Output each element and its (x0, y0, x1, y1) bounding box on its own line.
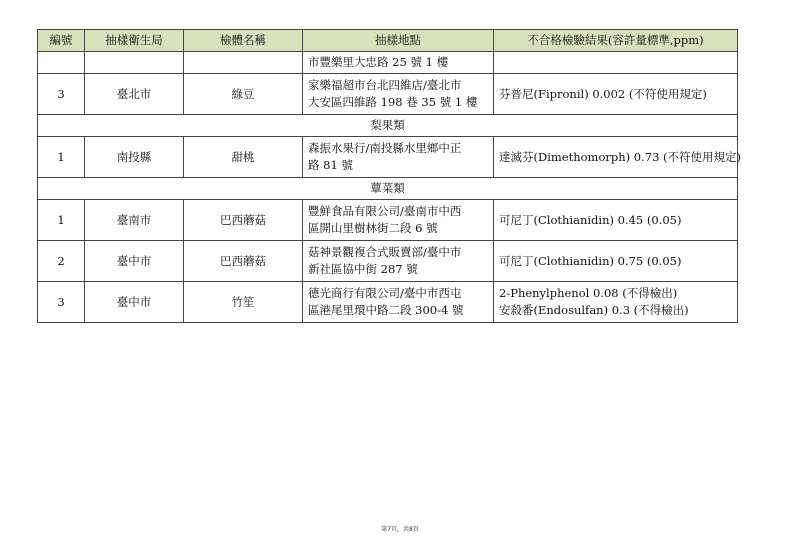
table-row (38, 200, 738, 241)
result-line: 安殺番(Endosulfan) 0.3 (不得檢出) (499, 303, 689, 317)
results-sheet (37, 29, 742, 323)
cell-sample: 綠豆 (184, 74, 303, 115)
cell-no: 3 (38, 74, 85, 115)
table-row (38, 241, 738, 282)
category-label: 梨果類 (38, 115, 738, 137)
result-line: 2-Phenylphenol 0.08 (不得檢出) (499, 286, 678, 300)
cell-location (303, 241, 494, 282)
cell-no: 2 (38, 241, 85, 282)
category-label: 蕈菜類 (38, 178, 738, 200)
table-row (38, 137, 738, 178)
cell-location (303, 52, 494, 74)
cell-sample: 巴西蘑菇 (184, 241, 303, 282)
result-line: 芬普尼(Fipronil) 0.002 (不符使用規定) (499, 86, 707, 101)
cell-sample: 甜桃 (184, 137, 303, 178)
table-row (38, 52, 738, 74)
table-row (38, 74, 738, 115)
location-line: 市豐樂里大忠路 25 號 1 樓 (308, 55, 449, 69)
cell-result (494, 241, 738, 282)
cell-sample (184, 52, 303, 74)
location-line: 家樂福超市台北四維店/臺北市 (308, 78, 462, 92)
location-line: 大安區四維路 198 巷 35 號 1 樓 (308, 95, 478, 109)
category-row (38, 115, 738, 137)
cell-result (494, 282, 738, 323)
location-line: 路 81 號 (308, 158, 353, 172)
header-row (38, 30, 738, 52)
cell-location (303, 74, 494, 115)
header-sample: 檢體名稱 (184, 30, 303, 52)
cell-no: 1 (38, 200, 85, 241)
cell-no: 3 (38, 282, 85, 323)
location-line: 德光商行有限公司/臺中市西屯 (308, 286, 462, 300)
page-number: 第7頁，共8頁 (381, 526, 419, 533)
cell-no: 1 (38, 137, 85, 178)
cell-result (494, 74, 738, 115)
location-line: 區港尾里環中路二段 300-4 號 (308, 303, 464, 317)
cell-sample: 巴西蘑菇 (184, 200, 303, 241)
header-agency: 抽樣衛生局 (85, 30, 184, 52)
table-row (38, 282, 738, 323)
cell-agency: 南投縣 (85, 137, 184, 178)
cell-no (38, 52, 85, 74)
result-line: 可尼丁(Clothianidin) 0.75 (0.05) (499, 253, 682, 268)
location-line: 森振水果行/南投縣水里鄉中正 (308, 141, 462, 155)
cell-agency: 臺北市 (85, 74, 184, 115)
location-line: 區開山里樹林街二段 6 號 (308, 221, 438, 235)
cell-location (303, 282, 494, 323)
cell-agency (85, 52, 184, 74)
header-location: 抽樣地點 (303, 30, 494, 52)
cell-sample: 竹笙 (184, 282, 303, 323)
cell-agency: 臺中市 (85, 282, 184, 323)
header-result: 不合格檢驗結果(容許量標準,ppm) (494, 30, 738, 52)
cell-result (494, 52, 738, 74)
cell-location (303, 137, 494, 178)
cell-agency: 臺中市 (85, 241, 184, 282)
cell-location (303, 200, 494, 241)
location-line: 新社區協中街 287 號 (308, 262, 418, 276)
cell-result (494, 137, 742, 178)
header-no: 編號 (38, 30, 85, 52)
result-line: 達滅芬(Dimethomorph) 0.73 (不符使用規定) (499, 149, 742, 164)
cell-result (494, 200, 738, 241)
cell-agency: 臺南市 (85, 200, 184, 241)
violation-table (37, 29, 742, 323)
result-line: 可尼丁(Clothianidin) 0.45 (0.05) (499, 212, 682, 227)
category-row (38, 178, 738, 200)
location-line: 菇神景觀複合式販賣部/臺中市 (308, 245, 462, 259)
location-line: 豐鮮食品有限公司/臺南市中西 (308, 204, 462, 218)
